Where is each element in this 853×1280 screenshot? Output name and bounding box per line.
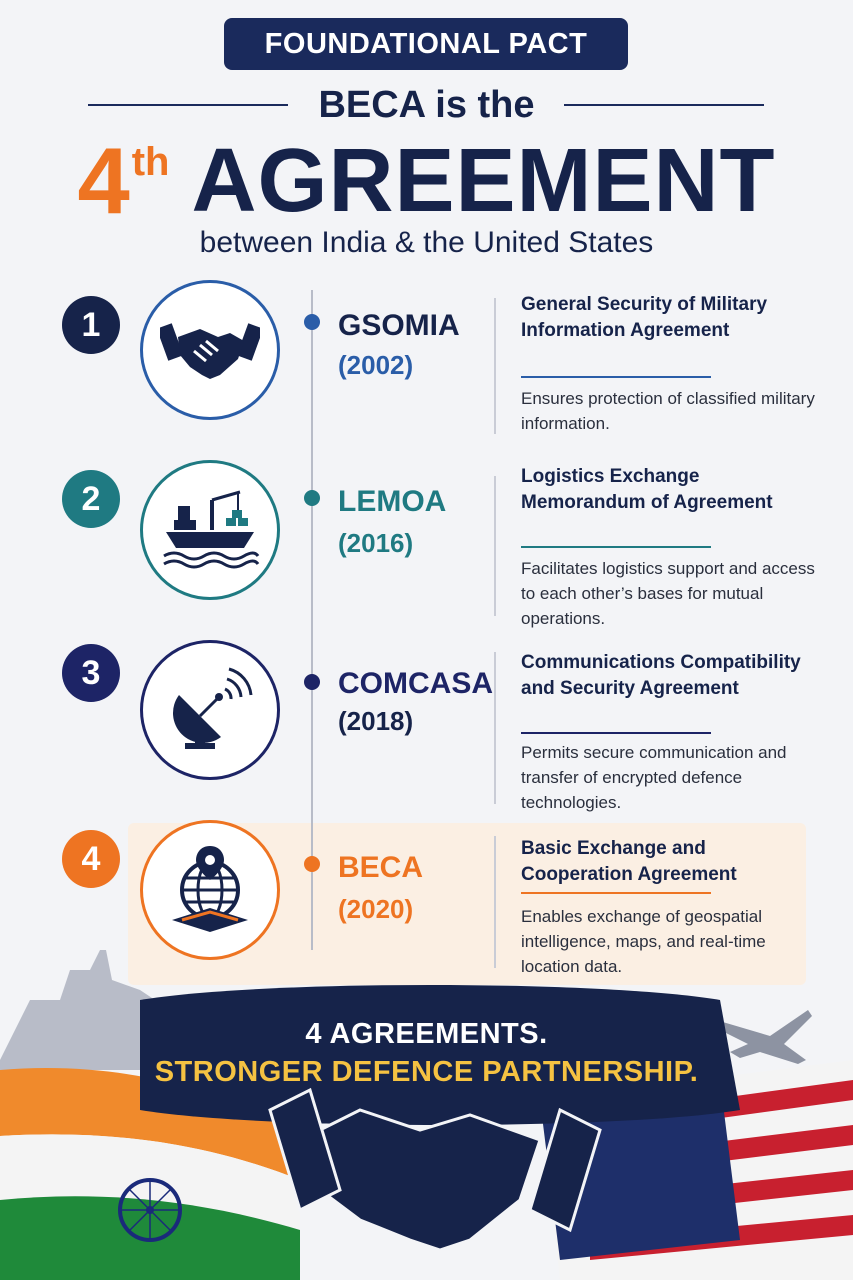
title-line-3: between India & the United States (199, 226, 654, 259)
title-line-1: BECA is the (318, 84, 535, 126)
full-name-beca: Basic Exchange and Cooperation Agreement (521, 838, 737, 885)
step-number-2: 2 (62, 470, 120, 528)
banner-tagline-1: 4 AGREEMENTS. (305, 1018, 548, 1050)
icon-ring-1 (140, 280, 280, 420)
timeline-dot-1 (304, 314, 320, 330)
row-divider-1 (494, 298, 496, 434)
foundational-pact-badge: FOUNDATIONAL PACT (224, 18, 628, 70)
icon-ring-4 (140, 820, 280, 960)
accent-rule-3 (521, 732, 711, 734)
handshake-icon (160, 315, 260, 385)
full-name-lemoa: Logistics Exchange Memorandum of Agreement (521, 466, 773, 513)
step-number-3: 3 (62, 644, 120, 702)
year-2018: (2018) (338, 706, 414, 736)
satellite-dish-icon (165, 665, 255, 755)
accent-rule-4 (521, 892, 711, 894)
timeline-spine (311, 290, 313, 950)
cargo-ship-icon (160, 490, 260, 570)
accent-rule-2 (521, 546, 711, 548)
full-name-gsomia: General Security of Military Information Agreement (521, 294, 768, 341)
description-beca: Enables exchange of geospatial intelligence, maps, and real-time location data. (521, 907, 766, 976)
banner-tagline-2: STRONGER DEFENCE PARTNERSHIP. (154, 1056, 699, 1088)
timeline-dot-4 (304, 856, 320, 872)
description-comcasa: Permits secure communication and transfer of encrypted defence technologies. (521, 743, 787, 812)
hero-word: AGREEMENT (191, 131, 776, 231)
description-gsomia: Ensures protection of classified military information. (521, 389, 815, 433)
tagline-brush-banner (140, 985, 740, 1125)
row-divider-3 (494, 652, 496, 804)
accent-rule-1 (521, 376, 711, 378)
icon-ring-3 (140, 640, 280, 780)
step-number-4: 4 (62, 830, 120, 888)
year-2016: (2016) (338, 528, 414, 558)
acronym-lemoa: LEMOA (338, 485, 447, 518)
row-divider-2 (494, 476, 496, 616)
timeline-dot-3 (304, 674, 320, 690)
year-2020: (2020) (338, 894, 414, 924)
description-lemoa: Facilitates logistics support and access to each other’s bases for mutual operations. (521, 559, 815, 628)
hero-title (0, 128, 853, 234)
timeline-dot-2 (304, 490, 320, 506)
acronym-gsomia: GSOMIA (338, 309, 460, 342)
step-number-1: 1 (62, 296, 120, 354)
year-2002: (2002) (338, 350, 414, 380)
icon-ring-2 (140, 460, 280, 600)
partnership-banner-art (0, 940, 853, 1280)
hero-number: 4 (77, 128, 130, 233)
full-name-comcasa: Communications Compatibility and Security Agreement (521, 652, 801, 699)
globe-pin-icon (162, 842, 258, 938)
hero-suffix: th (131, 140, 170, 184)
acronym-beca: BECA (338, 851, 424, 884)
acronym-comcasa: COMCASA (338, 667, 493, 700)
